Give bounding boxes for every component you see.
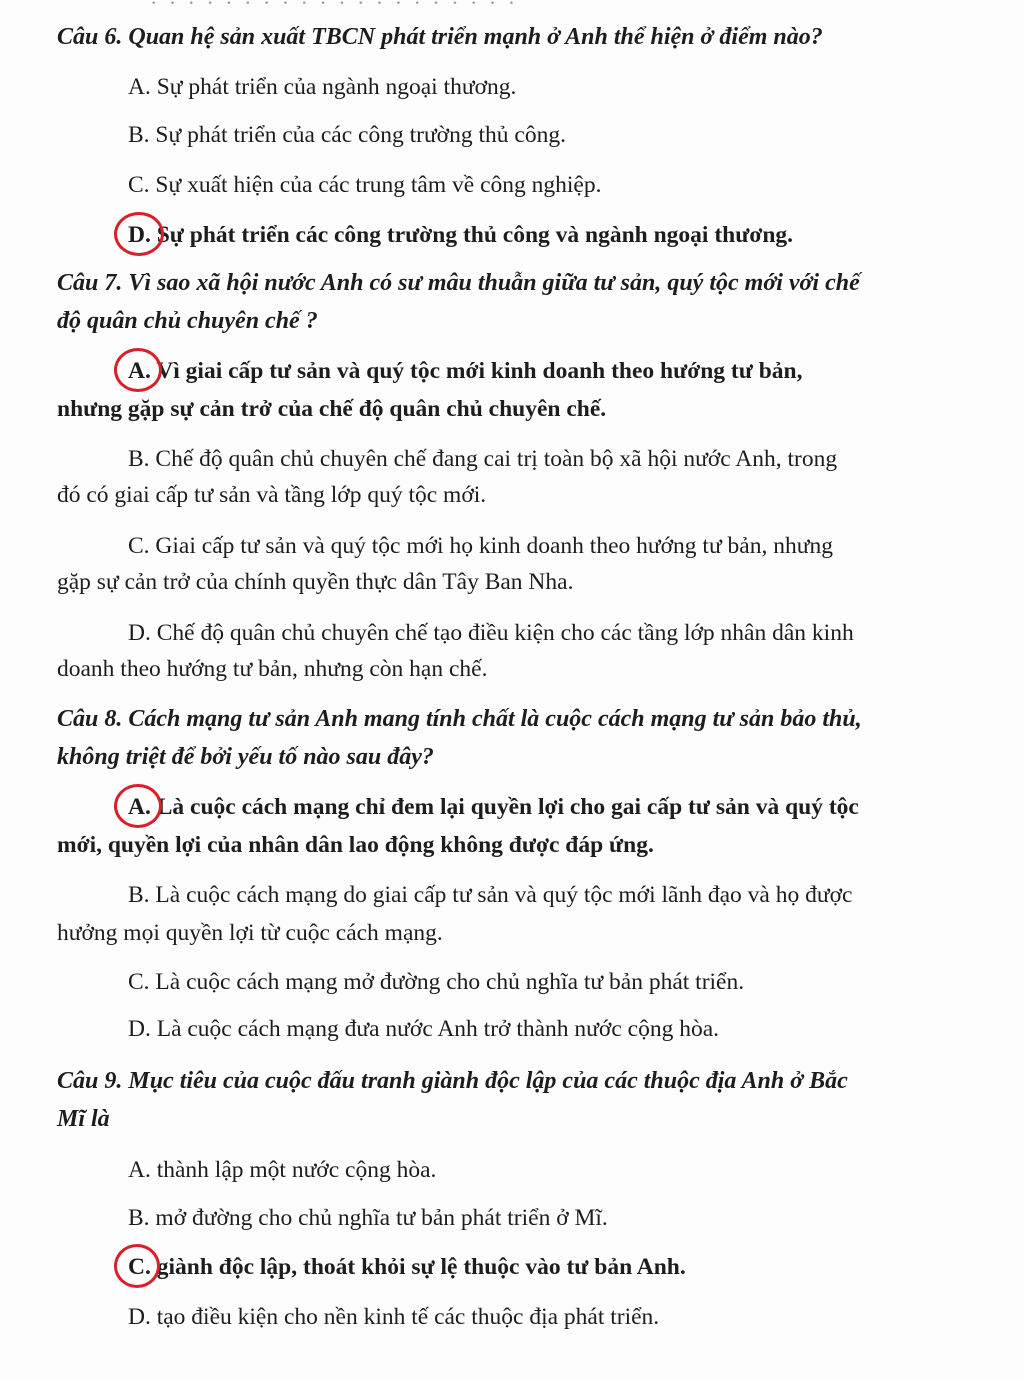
cropped-top-text bbox=[150, 0, 570, 4]
question-6-title: Câu 6. Quan hệ sản xuất TBCN phát triển mạnh ở Anh thể hiện ở điểm nào? bbox=[57, 24, 823, 50]
q7-option-d-line1: D. Chế độ quân chủ chuyên chế tạo điều kiện cho các tầng lớp nhân dân kinh bbox=[128, 620, 854, 646]
q8-option-d: D. Là cuộc cách mạng đưa nước Anh trở thành nước cộng hòa. bbox=[128, 1016, 719, 1042]
question-7-title-line1: Câu 7. Vì sao xã hội nước Anh có sư mâu thuẫn giữa tư sản, quý tộc mới với chế bbox=[57, 270, 860, 296]
q7-option-c-line2: gặp sự cản trở của chính quyền thực dân Tây Ban Nha. bbox=[57, 569, 574, 595]
q7-option-b-line2: đó có giai cấp tư sản và tầng lớp quý tộc mới. bbox=[57, 482, 487, 508]
q6-option-c: C. Sự xuất hiện của các trung tâm về công nghiệp. bbox=[128, 172, 602, 198]
q6-option-a: A. Sự phát triển của ngành ngoại thương. bbox=[128, 74, 517, 100]
q8-option-c: C. Là cuộc cách mạng mở đường cho chủ nghĩa tư bản phát triển. bbox=[128, 969, 745, 995]
question-8-title-line2: không triệt để bởi yếu tố nào sau đây? bbox=[57, 744, 434, 770]
q8-option-a-selected-line2: mới, quyền lợi của nhân dân lao động không được đáp ứng. bbox=[57, 832, 654, 858]
q6-option-d-selected: D. Sự phát triển các công trường thủ công và ngành ngoại thương. bbox=[128, 222, 794, 248]
q9-option-c-selected: C. giành độc lập, thoát khỏi sự lệ thuộc vào tư bản Anh. bbox=[128, 1254, 686, 1280]
q9-option-d: D. tạo điều kiện cho nền kinh tế các thuộc địa phát triển. bbox=[128, 1304, 660, 1330]
q7-option-a-selected-line2: nhưng gặp sự cản trở của chế độ quân chủ chuyên chế. bbox=[57, 396, 607, 422]
q9-option-b: B. mở đường cho chủ nghĩa tư bản phát triển ở Mĩ. bbox=[128, 1205, 608, 1231]
q7-option-b-line1: B. Chế độ quân chủ chuyên chế đang cai trị toàn bộ xã hội nước Anh, trong bbox=[128, 446, 838, 472]
q8-option-a-selected-line1: A. Là cuộc cách mạng chỉ đem lại quyền lợi cho gai cấp tư sản và quý tộc bbox=[128, 794, 859, 820]
q8-option-b-line1: B. Là cuộc cách mạng do giai cấp tư sản và quý tộc mới lãnh đạo và họ được bbox=[128, 882, 853, 908]
q6-option-b: B. Sự phát triển của các công trường thủ công. bbox=[128, 122, 566, 148]
question-9-title-line2: Mĩ là bbox=[57, 1106, 110, 1132]
question-7-title-line2: độ quân chủ chuyên chế ? bbox=[57, 308, 318, 334]
question-8-title-line1: Câu 8. Cách mạng tư sản Anh mang tính chất là cuộc cách mạng tư sản bảo thủ, bbox=[57, 706, 862, 732]
q8-option-b-line2: hưởng mọi quyền lợi từ cuộc cách mạng. bbox=[57, 920, 443, 946]
question-9-title-line1: Câu 9. Mục tiêu của cuộc đấu tranh giành độc lập của các thuộc địa Anh ở Bắc bbox=[57, 1068, 848, 1094]
q7-option-a-selected-line1: A. Vì giai cấp tư sản và quý tộc mới kinh doanh theo hướng tư bản, bbox=[128, 358, 803, 384]
q7-option-d-line2: doanh theo hướng tư bản, nhưng còn hạn chế. bbox=[57, 656, 488, 682]
q9-option-a: A. thành lập một nước cộng hòa. bbox=[128, 1157, 437, 1183]
q7-option-c-line1: C. Giai cấp tư sản và quý tộc mới họ kinh doanh theo hướng tư bản, nhưng bbox=[128, 533, 833, 559]
